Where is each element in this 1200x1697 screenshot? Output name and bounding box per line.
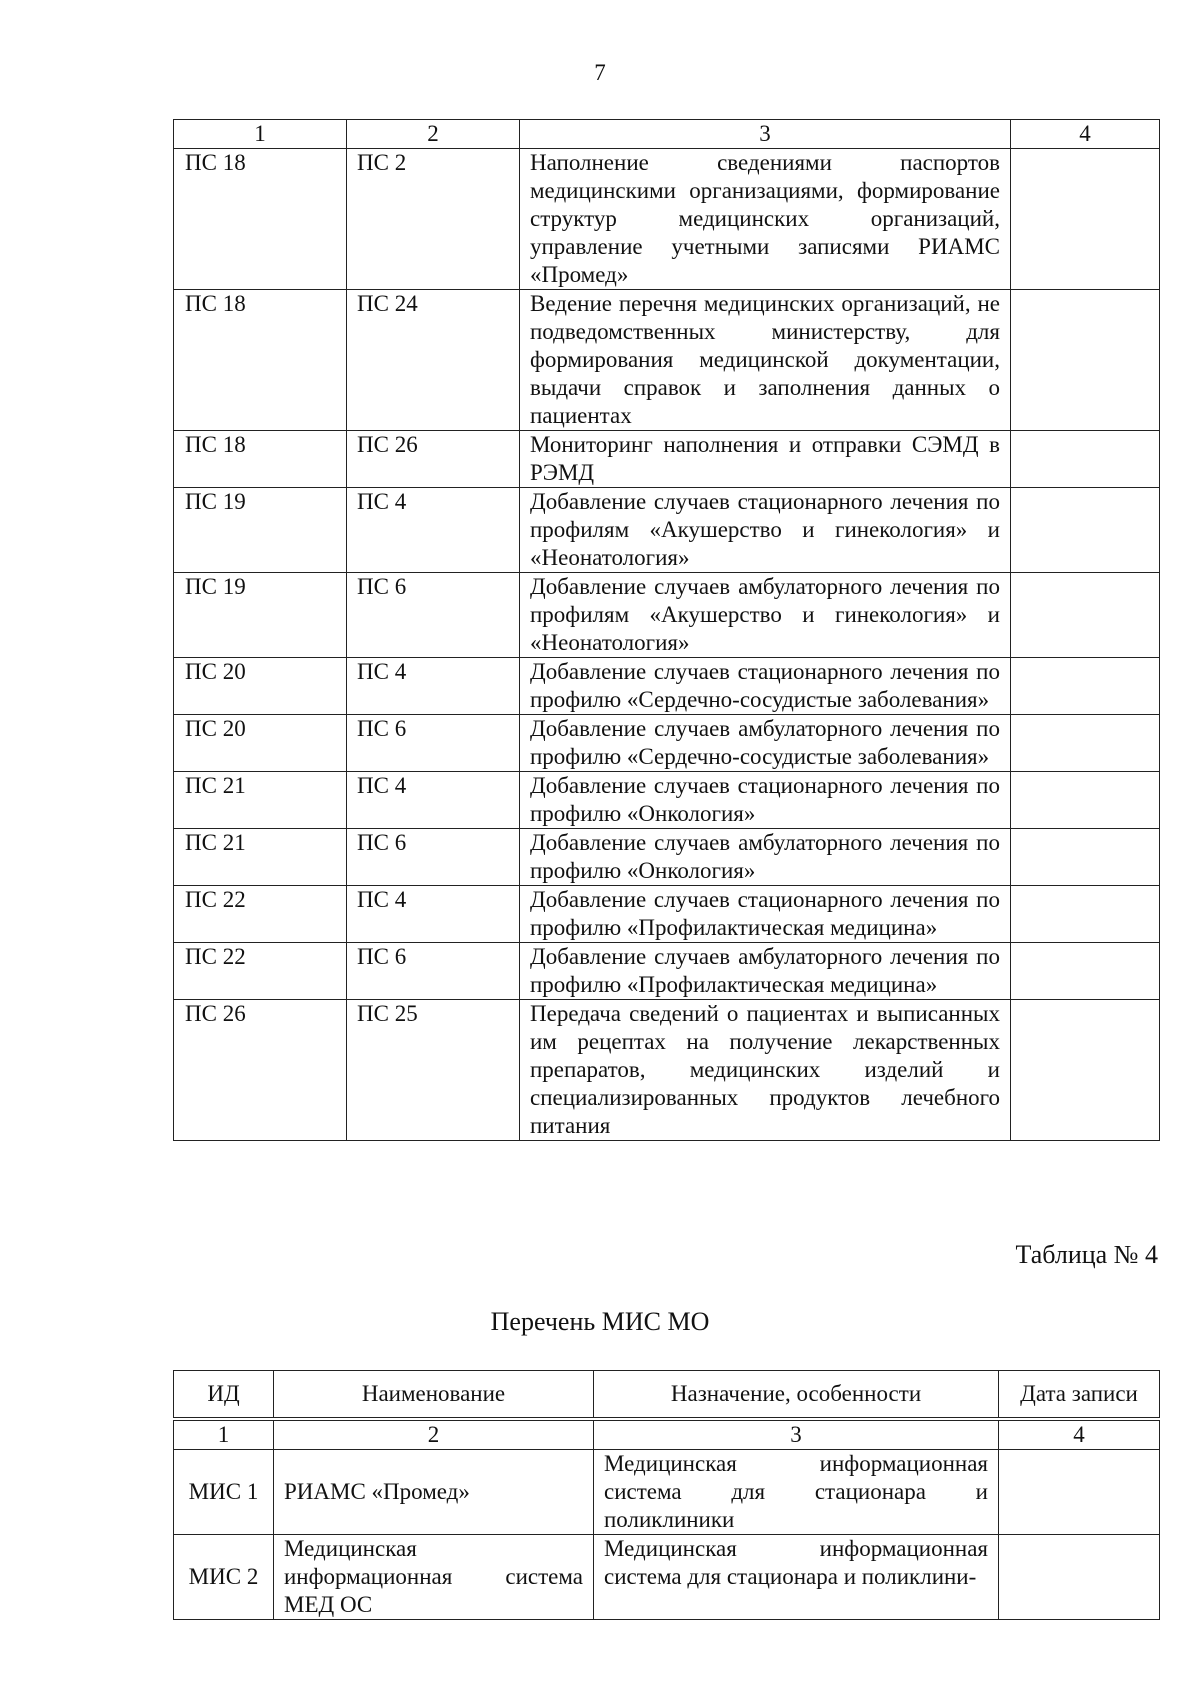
mis-id-cell: МИС 2 xyxy=(174,1535,274,1620)
description-cell: Добавление случаев стационарного лечения по профилям «Акушерство и гинекология» и «Неонатология» xyxy=(520,488,1011,573)
column-number: 3 xyxy=(520,120,1011,149)
source-system-cell: ПС 18 xyxy=(174,431,347,488)
column-number: 1 xyxy=(174,1421,274,1450)
column-number: 4 xyxy=(1011,120,1160,149)
note-cell xyxy=(1011,772,1160,829)
table-row xyxy=(174,573,1160,658)
table-row xyxy=(174,290,1160,431)
description-cell: Передача сведений о пациентах и выписанных им рецептах на получение лекарственных препаратов, медицинских изделий и специализированных продуктов лечебного питания xyxy=(520,1000,1011,1141)
note-cell xyxy=(1011,829,1160,886)
target-system-cell: ПС 6 xyxy=(347,829,520,886)
table-row xyxy=(174,886,1160,943)
note-cell xyxy=(1011,488,1160,573)
source-system-cell: ПС 21 xyxy=(174,829,347,886)
note-cell xyxy=(1011,290,1160,431)
table-title: Перечень МИС МО xyxy=(490,1307,710,1336)
mis-name-cell: Медицинская информационная система МЕД ОС xyxy=(274,1535,594,1620)
table-row xyxy=(174,1450,1160,1535)
target-system-cell: ПС 4 xyxy=(347,772,520,829)
mis-table-header xyxy=(173,1370,1160,1418)
note-cell xyxy=(1011,943,1160,1000)
source-system-cell: ПС 22 xyxy=(174,886,347,943)
target-system-cell: ПС 6 xyxy=(347,573,520,658)
note-cell xyxy=(1011,431,1160,488)
table-row xyxy=(174,829,1160,886)
mis-purpose-cell: Медицинская информационная система для стационара и поликлиники xyxy=(594,1450,999,1535)
source-system-cell: ПС 19 xyxy=(174,488,347,573)
table-row xyxy=(174,943,1160,1000)
systems-interaction-table xyxy=(173,119,1160,1141)
mis-date-cell xyxy=(999,1535,1160,1620)
note-cell xyxy=(1011,573,1160,658)
target-system-cell: ПС 24 xyxy=(347,290,520,431)
source-system-cell: ПС 20 xyxy=(174,715,347,772)
column-header-name: Наименование xyxy=(274,1371,594,1418)
description-cell: Добавление случаев амбулаторного лечения по профилю «Онкология» xyxy=(520,829,1011,886)
column-header-date: Дата записи xyxy=(999,1371,1160,1418)
note-cell xyxy=(1011,886,1160,943)
column-number: 1 xyxy=(174,120,347,149)
source-system-cell: ПС 22 xyxy=(174,943,347,1000)
note-cell xyxy=(1011,658,1160,715)
mis-date-cell xyxy=(999,1450,1160,1535)
table-row xyxy=(174,1535,1160,1620)
description-cell: Ведение перечня медицинских организаций, не подведомственных министерству, для формирования медицинской документации, выдачи справок и заполнения данных о пациентах xyxy=(520,290,1011,431)
source-system-cell: ПС 20 xyxy=(174,658,347,715)
table-label: Таблица № 4 xyxy=(1015,1240,1158,1269)
column-header-purpose: Назначение, особенности xyxy=(594,1371,999,1418)
column-number: 2 xyxy=(274,1421,594,1450)
description-cell: Добавление случаев стационарного лечения по профилю «Онкология» xyxy=(520,772,1011,829)
column-number-row xyxy=(174,1421,1160,1450)
mis-name-cell: РИАМС «Промед» xyxy=(274,1450,594,1535)
description-cell: Добавление случаев стационарного лечения по профилю «Профилактическая медицина» xyxy=(520,886,1011,943)
description-cell: Добавление случаев амбулаторного лечения по профилю «Сердечно-сосудистые заболевания» xyxy=(520,715,1011,772)
table-row xyxy=(174,1000,1160,1141)
description-cell: Наполнение сведениями паспортов медицинскими организациями, формирование структур медицинских организаций, управление учетными записями РИАМС «Промед» xyxy=(520,149,1011,290)
target-system-cell: ПС 26 xyxy=(347,431,520,488)
table-row xyxy=(174,658,1160,715)
note-cell xyxy=(1011,715,1160,772)
table-row xyxy=(174,149,1160,290)
note-cell xyxy=(1011,149,1160,290)
note-cell xyxy=(1011,1000,1160,1141)
target-system-cell: ПС 6 xyxy=(347,715,520,772)
source-system-cell: ПС 18 xyxy=(174,149,347,290)
target-system-cell: ПС 4 xyxy=(347,886,520,943)
table-row xyxy=(174,488,1160,573)
source-system-cell: ПС 26 xyxy=(174,1000,347,1141)
column-number: 2 xyxy=(347,120,520,149)
column-number: 4 xyxy=(999,1421,1160,1450)
source-system-cell: ПС 18 xyxy=(174,290,347,431)
source-system-cell: ПС 21 xyxy=(174,772,347,829)
column-number-row xyxy=(174,120,1160,149)
table-row xyxy=(174,431,1160,488)
description-cell: Мониторинг наполнения и отправки СЭМД в РЭМД xyxy=(520,431,1011,488)
description-cell: Добавление случаев амбулаторного лечения по профилю «Профилактическая медицина» xyxy=(520,943,1011,1000)
target-system-cell: ПС 4 xyxy=(347,658,520,715)
page-number: 7 xyxy=(594,60,606,85)
mis-purpose-cell: Медицинская информационная система для стационара и поликлини- xyxy=(594,1535,999,1620)
description-cell: Добавление случаев стационарного лечения по профилю «Сердечно-сосудистые заболевания» xyxy=(520,658,1011,715)
column-number: 3 xyxy=(594,1421,999,1450)
mis-table xyxy=(173,1420,1160,1620)
target-system-cell: ПС 6 xyxy=(347,943,520,1000)
table-row xyxy=(174,772,1160,829)
mis-id-cell: МИС 1 xyxy=(174,1450,274,1535)
target-system-cell: ПС 25 xyxy=(347,1000,520,1141)
column-header-id: ИД xyxy=(174,1371,274,1418)
table-row xyxy=(174,715,1160,772)
description-cell: Добавление случаев амбулаторного лечения по профилям «Акушерство и гинекология» и «Неонатология» xyxy=(520,573,1011,658)
source-system-cell: ПС 19 xyxy=(174,573,347,658)
target-system-cell: ПС 2 xyxy=(347,149,520,290)
target-system-cell: ПС 4 xyxy=(347,488,520,573)
